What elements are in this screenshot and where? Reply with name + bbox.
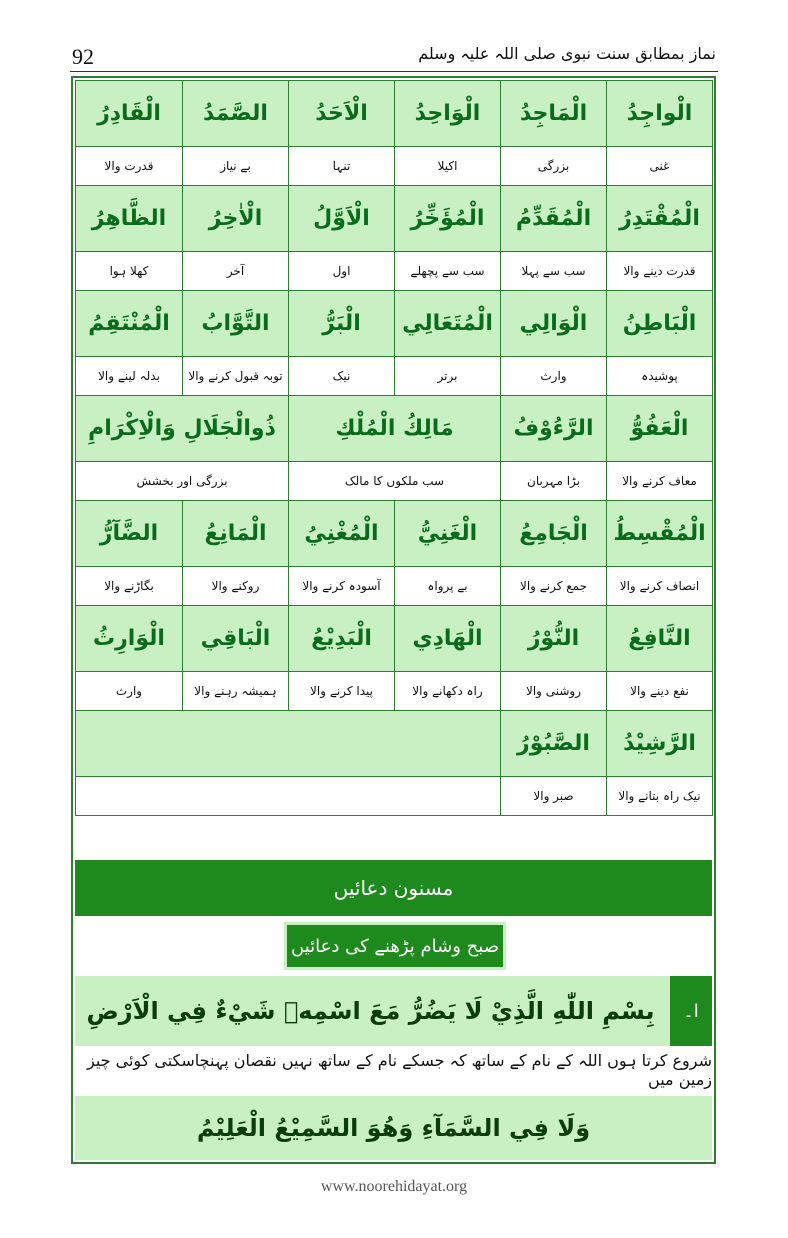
name-cell: الْبَاقِي	[183, 606, 289, 672]
name-cell: الْاَوَّلُ	[289, 186, 395, 252]
name-cell: النَّافِعُ	[607, 606, 713, 672]
meaning-cell: اول	[289, 252, 395, 291]
name-cell: الْهَادِي	[395, 606, 501, 672]
footer-website: www.noorehidayat.org	[320, 1178, 468, 1195]
names-row	[76, 291, 713, 357]
meaning-cell: غنی	[607, 147, 713, 186]
meanings-row	[76, 357, 713, 396]
running-title: نماز بمطابق سنت نبوی صلی اللہ علیہ وسلم	[418, 44, 716, 63]
meanings-row	[76, 462, 713, 501]
meaning-cell: بے پرواہ	[395, 567, 501, 606]
meanings-row	[76, 252, 713, 291]
name-cell: الْمُغْنِيُ	[289, 501, 395, 567]
meaning-cell: کھلا ہوا	[76, 252, 183, 291]
empty-cell	[76, 711, 501, 777]
name-cell: الْبَرُّ	[289, 291, 395, 357]
name-cell: الْاٰخِرُ	[183, 186, 289, 252]
name-cell: التَّوَّابُ	[183, 291, 289, 357]
name-cell: الظَّاهِرُ	[76, 186, 183, 252]
name-cell: النُّوْرُ	[501, 606, 607, 672]
names-row	[76, 501, 713, 567]
meaning-cell: انصاف کرنے والا	[607, 567, 713, 606]
meaning-cell: راہ دکھانے والا	[395, 672, 501, 711]
names-row	[76, 711, 713, 777]
meaning-cell: نیک	[289, 357, 395, 396]
name-cell: الْمُقَدِّمُ	[501, 186, 607, 252]
section-subtitle: صبح وشام پڑھنے کی دعائیں	[291, 935, 499, 957]
names-row	[76, 606, 713, 672]
meaning-cell: پوشیدہ	[607, 357, 713, 396]
name-cell: ذُوالْجَلَالِ وَالْاِكْرَامِ	[76, 396, 289, 462]
dua-number: ا۔	[670, 976, 712, 1046]
name-cell: الْجَامِعُ	[501, 501, 607, 567]
names-table	[75, 80, 713, 816]
meaning-cell: آسودہ کرنے والا	[289, 567, 395, 606]
name-cell: الْمَاجِدُ	[501, 81, 607, 147]
meanings-row	[76, 672, 713, 711]
meaning-cell: نفع دینے والا	[607, 672, 713, 711]
meaning-cell: وارث	[76, 672, 183, 711]
meaning-cell: جمع کرنے والا	[501, 567, 607, 606]
name-cell: الْعَفُوُّ	[607, 396, 713, 462]
name-cell: الْمُنْتَقِمُ	[76, 291, 183, 357]
meaning-cell: بزرگی	[501, 147, 607, 186]
dua-translation: شروع کرتا ہوں اللہ کے نام کے ساتھ کہ جسکے نام کے ساتھ نہیں نقصان پہنچاسکتی کوئی چیز زمین میں	[75, 1046, 712, 1094]
name-cell: الصَّبُوْرُ	[501, 711, 607, 777]
meanings-row	[76, 147, 713, 186]
section-title-band	[75, 860, 712, 916]
meaning-cell: توبہ قبول کرنے والا	[183, 357, 289, 396]
subtitle-area	[75, 916, 712, 974]
page-number: 92	[72, 44, 94, 69]
meaning-cell: نیک راہ بتانے والا	[607, 777, 713, 816]
name-cell: الرَّءُوْفُ	[501, 396, 607, 462]
meaning-cell: بزرگی اور بخشش	[76, 462, 289, 501]
meaning-cell: اکیلا	[395, 147, 501, 186]
name-cell: الْوَاحِدُ	[395, 81, 501, 147]
name-cell: الْواجِدُ	[607, 81, 713, 147]
name-cell: الْبَدِيْعُ	[289, 606, 395, 672]
dua-arabic-row	[75, 976, 712, 1046]
name-cell: الْمُؤَخِّرُ	[395, 186, 501, 252]
dua-arabic-line-2: وَلَا فِي السَّمَآءِ وَهُوَ السَّمِيْعُ الْعَلِيْمُ	[75, 1096, 712, 1160]
meaning-cell: روشنی والا	[501, 672, 607, 711]
name-cell: الضَّآرُّ	[76, 501, 183, 567]
names-row	[76, 186, 713, 252]
meanings-row	[76, 567, 713, 606]
meaning-cell: بگاڑنے والا	[76, 567, 183, 606]
dua-arabic-line-1: بِسْمِ اللّٰهِ الَّذِيْ لَا يَضُرُّ مَعَ اسْمِهٖ شَيْءٌ فِي الْاَرْضِ	[86, 997, 655, 1025]
meaning-cell: قدرت والا	[76, 147, 183, 186]
names-row	[76, 396, 713, 462]
name-cell: الصَّمَدُ	[183, 81, 289, 147]
meaning-cell: ہمیشہ رہنے والا	[183, 672, 289, 711]
name-cell: الْمُقْسِطُ	[607, 501, 713, 567]
meanings-row	[76, 777, 713, 816]
name-cell: الْغَنِيُّ	[395, 501, 501, 567]
name-cell: الرَّشِيْدُ	[607, 711, 713, 777]
meaning-cell: آخر	[183, 252, 289, 291]
meaning-cell: روکنے والا	[183, 567, 289, 606]
names-row	[76, 81, 713, 147]
meaning-cell: پیدا کرنے والا	[289, 672, 395, 711]
meaning-cell: بدلہ لینے والا	[76, 357, 183, 396]
meaning-cell: بے نیاز	[183, 147, 289, 186]
name-cell: الْوَارِثُ	[76, 606, 183, 672]
name-cell: الْوَالِي	[501, 291, 607, 357]
meaning-cell: معاف کرنے والا	[607, 462, 713, 501]
name-cell: الْمَانِعُ	[183, 501, 289, 567]
meaning-cell: بڑا مہربان	[501, 462, 607, 501]
name-cell: الْمُقْتَدِرُ	[607, 186, 713, 252]
meaning-cell: برتر	[395, 357, 501, 396]
name-cell: الْبَاطِنُ	[607, 291, 713, 357]
meaning-cell: تنہا	[289, 147, 395, 186]
name-cell: الْمُتَعَالِي	[395, 291, 501, 357]
meaning-cell: قدرت دینے والا	[607, 252, 713, 291]
meaning-cell: وارث	[501, 357, 607, 396]
meaning-cell: سب سے پہلا	[501, 252, 607, 291]
name-cell: الْاَحَدُ	[289, 81, 395, 147]
meaning-cell: سب سے پچھلے	[395, 252, 501, 291]
name-cell: مَالِكُ الْمُلْكِ	[289, 396, 501, 462]
subtitle-box	[284, 922, 506, 970]
name-cell: الْقَادِرُ	[76, 81, 183, 147]
meaning-cell: سب ملکوں کا مالک	[289, 462, 501, 501]
section-title: مسنون دعائیں	[333, 876, 454, 900]
meaning-cell: صبر والا	[501, 777, 607, 816]
empty-cell	[76, 777, 501, 816]
header-rule	[70, 71, 718, 72]
